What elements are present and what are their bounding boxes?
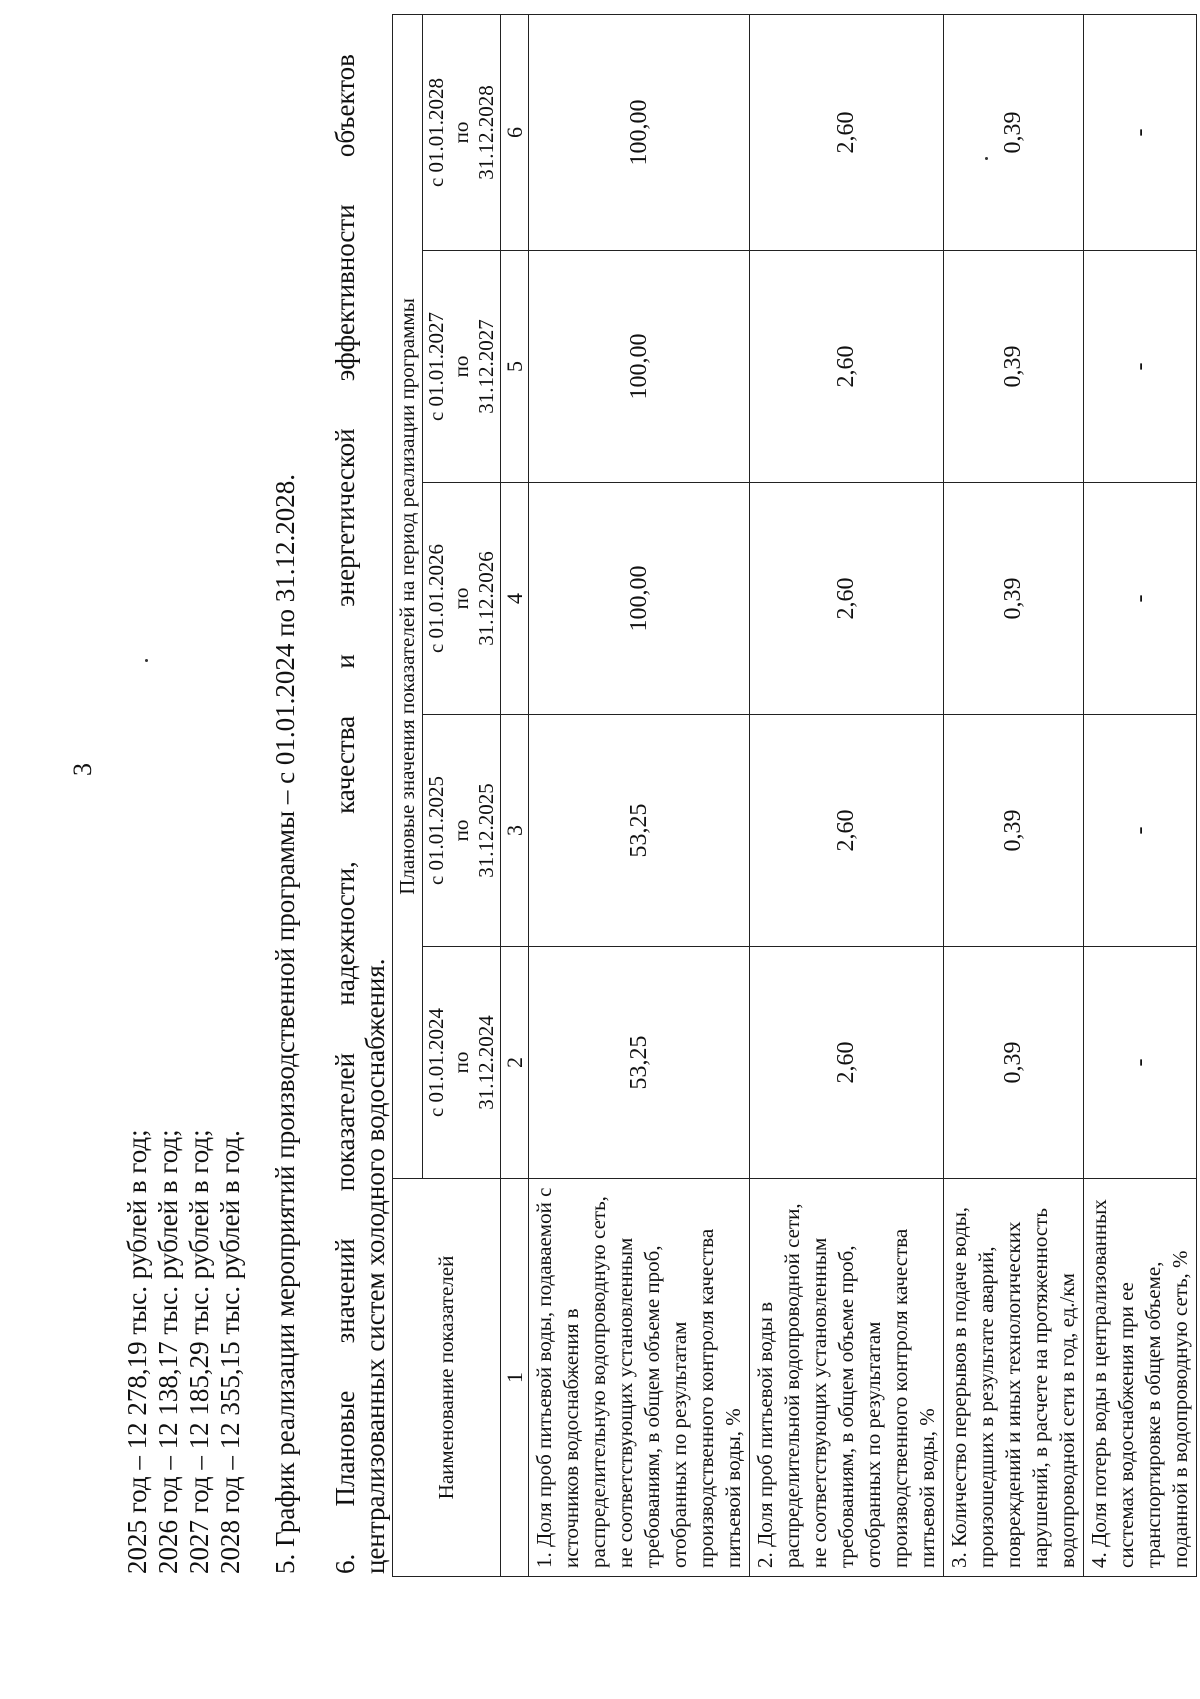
column-number: 4 (501, 483, 529, 715)
section-6-word: показателей (330, 1052, 360, 1192)
column-number: 2 (501, 947, 529, 1179)
indicator-value: 0,39 (944, 14, 1084, 250)
section-6-word: и (330, 654, 360, 669)
indicators-table (392, 14, 1197, 1577)
table-row (529, 14, 750, 1576)
cost-2025: 2025 год – 12 278,19 тыс. рублей в год; (122, 1129, 152, 1574)
indicator-value: 0,39 (944, 947, 1084, 1179)
cost-2026: 2026 год – 12 138,17 тыс. рублей в год; (153, 1129, 183, 1574)
section-6-word: объектов (330, 54, 360, 158)
indicator-value: - (1084, 947, 1197, 1179)
table-row (944, 14, 1084, 1576)
section-6-word: эффективности (330, 204, 360, 382)
indicator-value: 53,25 (529, 947, 750, 1179)
section-6-word: значений (330, 1238, 360, 1344)
indicator-value: 100,00 (529, 251, 750, 483)
period-header-2027: с 01.01.2027 по 31.12.2027 (423, 251, 501, 483)
table-header-row (393, 14, 423, 1576)
indicator-value: 2,60 (750, 251, 944, 483)
indicator-value: - (1084, 483, 1197, 715)
section-6-word: Плановые (330, 1390, 360, 1507)
indicator-value: 2,60 (750, 715, 944, 947)
indicator-value: 2,60 (750, 947, 944, 1179)
cost-2028: 2028 год – 12 355,15 тыс. рублей в год. (215, 1130, 245, 1574)
column-number: 3 (501, 715, 529, 947)
indicator-value: 2,60 (750, 483, 944, 715)
indicator-value: 0,39 (944, 715, 1084, 947)
section-6-line-1 (330, 54, 360, 1574)
column-number: 6 (501, 14, 529, 250)
section-5-heading: 5. График реализации мероприятий производственной программы – с 01.01.2024 по 31.12.2028. (270, 473, 300, 1574)
plan-values-group-header: Плановые значения показателей на период реализации программы (393, 14, 423, 1178)
indicator-value: 0,39 (944, 251, 1084, 483)
page-number: 3 (68, 763, 97, 776)
period-header-2028: с 01.01.2028 по 31.12.2028 (423, 14, 501, 250)
indicator-name: 2. Доля проб питьевой воды в распределительной водопроводной сети, не соответствующих установленным требованиям, в общем объеме проб, отобранных по результатам производственного контроля качества питьевой воды, % (750, 1179, 944, 1577)
section-6-word: качества (330, 715, 360, 814)
indicator-name: 4. Доля потерь воды в централизованных системах водоснабжения при ее транспортировке в общем объеме, поданной в водопроводную сеть, % (1084, 1179, 1197, 1577)
section-6-heading (330, 54, 390, 1574)
period-header-2025: с 01.01.2025 по 31.12.2025 (423, 715, 501, 947)
scan-speck (145, 659, 148, 662)
indicator-value: 53,25 (529, 715, 750, 947)
indicator-value: 100,00 (529, 14, 750, 250)
period-header-2026: с 01.01.2026 по 31.12.2026 (423, 483, 501, 715)
column-number: 5 (501, 251, 529, 483)
name-column-header: Наименование показателей (393, 1179, 501, 1577)
indicator-name: 3. Количество перерывов в подаче воды, произошедших в результате аварий, повреждений и иных технологических нарушений, в расчете на протяженность водопроводной сети в год, ед./км (944, 1179, 1084, 1577)
indicator-name: 1. Доля проб питьевой воды, подаваемой с источников водоснабжения в распределительную водопроводную сеть, не соответствующих установленным требованиям, в общем объеме проб, отобранных по результатам производственного контроля качества питьевой воды, % (529, 1179, 750, 1577)
table-row (750, 14, 944, 1576)
indicator-value: 100,00 (529, 483, 750, 715)
indicator-value: 0,39 (944, 483, 1084, 715)
column-number-row (501, 14, 529, 1576)
section-6-word: 6. (330, 1553, 360, 1574)
section-6-line-2: централизованных систем холодного водоснабжения. (360, 958, 390, 1574)
table-row (1084, 14, 1197, 1576)
indicator-value: - (1084, 251, 1197, 483)
indicator-value: 2,60 (750, 14, 944, 250)
period-header-2024: с 01.01.2024 по 31.12.2024 (423, 947, 501, 1179)
scan-speck (985, 157, 988, 160)
cost-2027: 2027 год – 12 185,29 тыс. рублей в год; (184, 1129, 214, 1574)
column-number: 1 (501, 1179, 529, 1577)
indicator-value: - (1084, 14, 1197, 250)
section-6-word: энергетической (330, 428, 360, 607)
indicator-value: - (1084, 715, 1197, 947)
section-6-word: надежности, (330, 861, 360, 1006)
